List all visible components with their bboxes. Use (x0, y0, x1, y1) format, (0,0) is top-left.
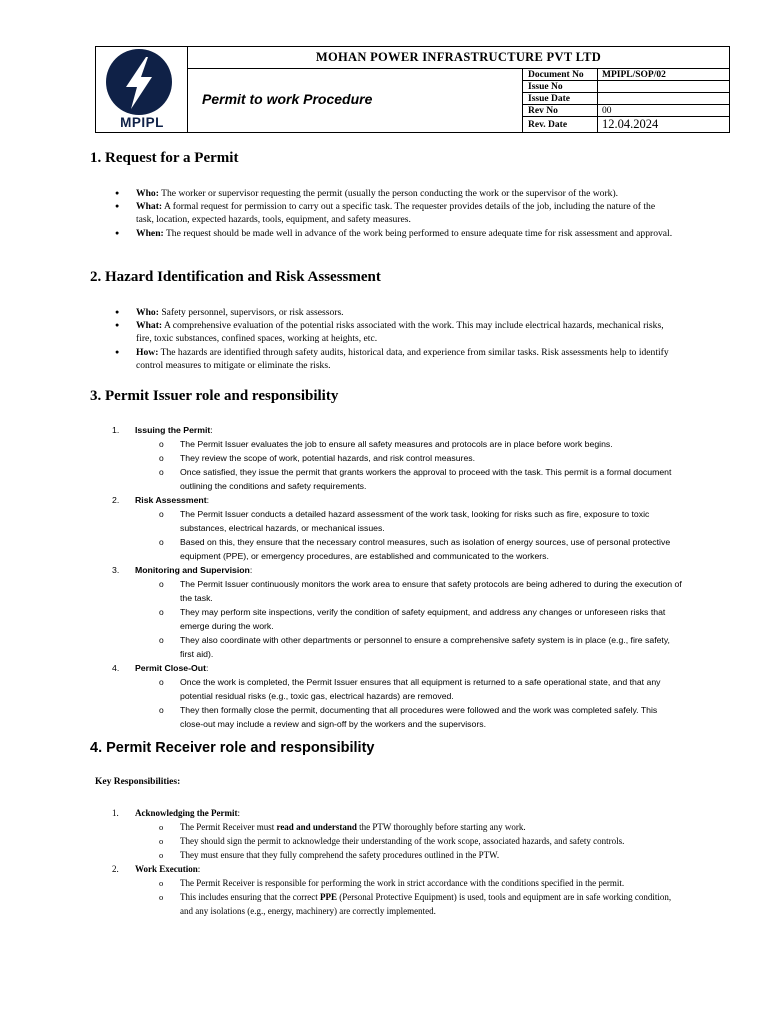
sub-item: o They also coordinate with other departments or personnel to ensure a comprehensive safety system is in place (e.g., fire safety, first aid). (159, 635, 670, 659)
section-1-title: 1. Request for a Permit (90, 150, 239, 166)
meta-row-issue-no (523, 81, 730, 93)
document-meta-table (522, 69, 729, 132)
meta-row-rev-date (523, 117, 730, 132)
sub-item: o They may perform site inspections, verify the condition of safety equipment, and address any changes or unforeseen risks that emerge during the work. (159, 607, 666, 631)
meta-row-document-no (523, 69, 730, 81)
section-1-list (115, 187, 675, 240)
list-item: 2. Work Execution: o The Permit Receiver is responsible for performing the work in strict accordance with the conditions specified in the permit. o This includes ensuring that the correct PPE (Personal Protective Equipment) is used, tools and equipment are in safe working condition, and any isolations (e.g., energy, machinery) are correctly implemented. (112, 862, 682, 918)
sub-item: o They should sign the permit to acknowledge their understanding of the work scope, associated hazards, and safety controls. (159, 836, 625, 846)
list-item: 1. Issuing the Permit: o The Permit Issuer evaluates the job to ensure all safety measures and protocols are in place before work begins. o They review the scope of work, potential hazards, and risk control measures. o Once satisfied, they issue the permit that grants workers the approval to proceed with the task. This permit is a formal document outlining the conditions and safety requirements. (112, 423, 682, 493)
sub-item: o This includes ensuring that the correct PPE (Personal Protective Equipment) is used, tools and equipment are in safe working condition, and any isolations (e.g., energy, machinery) are correctly implemented. (159, 892, 672, 916)
document-title: Permit to work Procedure (202, 91, 373, 107)
meta-row-issue-date (523, 93, 730, 105)
section-4-list (112, 806, 682, 918)
sub-item: o They then formally close the permit, documenting that all procedures were followed and the work was completed safely. This close-out may include a review and sign-off by the workers and the supervisors. (159, 705, 658, 729)
section-2-title: 2. Hazard Identification and Risk Assessment (90, 269, 381, 285)
meta-label: Rev. Date (523, 117, 598, 132)
sub-item: o They review the scope of work, potential hazards, and risk control measures. (159, 453, 476, 463)
list-item: ● What: A formal request for permission to carry out a specific task. The requester provides details of the job, including the nature of the task, location, expected hazards, tools, equipment, and safety measures. (115, 200, 675, 226)
logo-text: MPIPL (120, 115, 164, 130)
sub-item: o Once satisfied, they issue the permit that grants workers the approval to proceed with the task. This permit is a formal document outlining the conditions and safety requirements. (159, 467, 672, 491)
meta-label: Issue Date (523, 93, 598, 104)
sub-item: o The Permit Receiver is responsible for performing the work in strict accordance with the conditions specified in the permit. (159, 878, 625, 888)
section-3-title: 3. Permit Issuer role and responsibility (90, 388, 339, 404)
meta-label: Rev No (523, 105, 598, 116)
list-item: 1. Acknowledging the Permit: o The Permit Receiver must read and understand the PTW thoroughly before starting any work. o They should sign the permit to acknowledge their understanding of the work scope, associated hazards, and safety controls. o They must ensure that they fully comprehend the safety procedures outlined in the PTW. (112, 806, 682, 862)
list-item: 4. Permit Close-Out: o Once the work is completed, the Permit Issuer ensures that all equipment is returned to a safe operational state, and that any potential residual risks (e.g., toxic gas, electrical hazards) are removed. o They then formally close the permit, documenting that all procedures were followed and the work was completed safely. This close-out may include a review and sign-off by the workers and the supervisors. (112, 661, 682, 731)
document-header (95, 46, 730, 133)
sub-item: o They must ensure that they fully comprehend the safety procedures outlined in the PTW. (159, 850, 500, 860)
meta-value: 12.04.2024 (602, 117, 659, 131)
company-name: MOHAN POWER INFRASTRUCTURE PVT LTD (188, 47, 729, 69)
meta-label: Issue No (523, 81, 598, 92)
logo-cell (96, 47, 188, 132)
sub-item: o The Permit Issuer continuously monitors the work area to ensure that safety protocols are being adhered to during the execution of the task. (159, 579, 682, 603)
meta-label: Document No (523, 69, 598, 80)
key-responsibilities-heading: Key Responsibilities: (95, 777, 181, 787)
list-item: ● How: The hazards are identified through safety audits, historical data, and experience from similar tasks. Risk assessments help to identify control measures to mitigate or eliminate the risks. (115, 346, 675, 372)
meta-row-rev-no (523, 105, 730, 117)
list-item: ● What: A comprehensive evaluation of the potential risks associated with the work. This may include electrical hazards, mechanical risks, fire, toxic substances, confined spaces, working at heights, etc. (115, 319, 675, 345)
sub-item: o The Permit Issuer evaluates the job to ensure all safety measures and protocols are in place before work begins. (159, 439, 613, 449)
sub-item: o The Permit Receiver must read and understand the PTW thoroughly before starting any work. (159, 822, 526, 832)
list-item: ● Who: The worker or supervisor requesting the permit (usually the person conducting the work or the supervisor of the work). (115, 187, 675, 200)
section-4-title: 4. Permit Receiver role and responsibility (90, 740, 375, 756)
list-item: ● When: The request should be made well in advance of the work being performed to ensure adequate time for risk assessment and approval. (115, 227, 675, 240)
list-item: ● Who: Safety personnel, supervisors, or risk assessors. (115, 306, 675, 319)
list-item: 2. Risk Assessment: o The Permit Issuer conducts a detailed hazard assessment of the work task, looking for risks such as fire, exposure to toxic substances, electrical hazards, or mechanical issues. o Based on this, they ensure that the necessary control measures, such as isolation of energy sources, use of personal protective equipment (PPE), or emergency procedures, are established and communicated to the workers. (112, 493, 682, 563)
meta-value: 00 (602, 105, 612, 116)
section-2-list (115, 306, 675, 372)
lightning-bolt-icon (106, 49, 172, 115)
list-item: 3. Monitoring and Supervision: o The Permit Issuer continuously monitors the work area to ensure that safety protocols are being adhered to during the execution of the task. o They may perform site inspections, verify the condition of safety equipment, and address any changes or unforeseen risks that emerge during the work. o They also coordinate with other departments or personnel to ensure a comprehensive safety system is in place (e.g., fire safety, first aid). (112, 565, 682, 659)
sub-item: o Once the work is completed, the Permit Issuer ensures that all equipment is returned to a safe operational state, and that any potential residual risks (e.g., toxic gas, electrical hazards) are removed. (159, 677, 661, 701)
sub-item: o Based on this, they ensure that the necessary control measures, such as isolation of energy sources, use of personal protective equipment (PPE), or emergency procedures, are established and communicated to the workers. (159, 537, 671, 561)
section-3-list (112, 423, 682, 731)
sub-item: o The Permit Issuer conducts a detailed hazard assessment of the work task, looking for risks such as fire, exposure to toxic substances, electrical hazards, or mechanical issues. (159, 509, 650, 533)
meta-value: MPIPL/SOP/02 (602, 69, 666, 80)
